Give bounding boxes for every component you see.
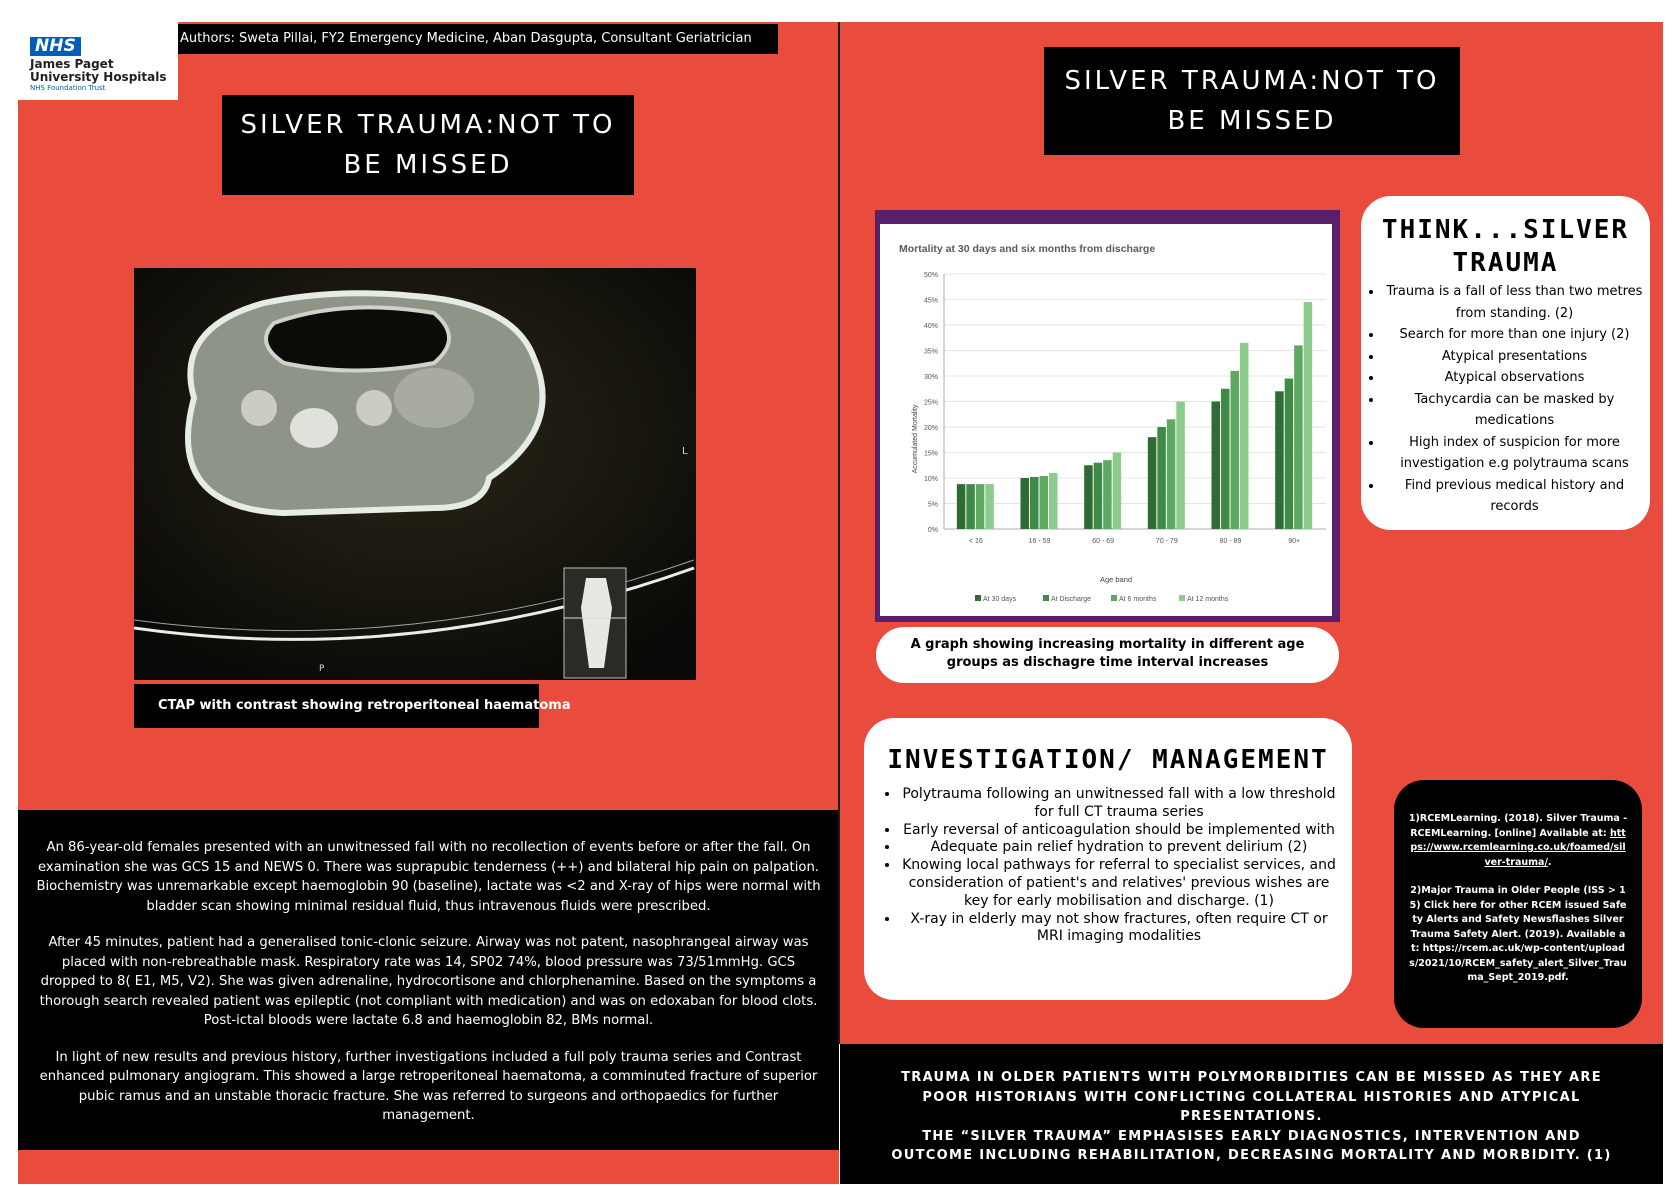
investigation-title: INVESTIGATION/ MANAGEMENT [887, 745, 1329, 775]
right-title [1044, 47, 1460, 155]
think-item: • Atypical observations [1383, 367, 1646, 389]
reference-1 [1408, 812, 1628, 870]
think-title-line-1: THINK...SILVER [1381, 215, 1630, 245]
logo-line-2: University Hospitals [30, 70, 167, 84]
panel-divider [838, 22, 840, 1044]
think-title-line-2: TRAUMA [1452, 248, 1559, 278]
chart-ytick-label: 10% [923, 476, 938, 483]
chart-ytick-label: 50% [923, 272, 938, 279]
story-paragraph-2: After 45 minutes, patient had a generalised tonic-clonic seizure. Airway was not patent, nasophrangeal airway was placed with non-rebreathable mask. Respiratory rate was 14, SP02 74%, blood pressure was 73/51mmHg. GCS dropped to 8( E1, M5, V2). She was given adrenaline, hydrocortisone and chlorphenamine. Based on the symptoms a thorough search revealed patient was epileptic (not compliant with medication) and was on edoxaban for blood clots. Post-ictal bloods were lactate 6.8 and haemoglobin 82, BMs normal. [39, 935, 818, 1028]
chart-bar [1030, 477, 1039, 529]
chart-bar [1221, 389, 1230, 529]
chart-legend-label: At 30 days [983, 596, 1017, 603]
ct-kidney-right [356, 390, 392, 426]
chart-bar [1212, 402, 1221, 530]
left-title-line-1: SILVER TRAUMA:NOT TO [240, 110, 616, 140]
ct-kidney-left [241, 390, 277, 426]
chart-bar [1113, 453, 1122, 530]
think-item: • Tachycardia can be masked by medications [1383, 389, 1646, 432]
ct-scan-image [134, 268, 696, 680]
chart-legend-swatch [1043, 595, 1049, 601]
chart-area [880, 224, 1332, 616]
chart-caption: A graph showing increasing mortality in different age groups as dischagre time interval increases [876, 627, 1339, 683]
chart-ytick-label: 5% [927, 501, 938, 509]
ct-letter-l: L [682, 446, 688, 457]
chart-ytick-label: 0% [927, 527, 938, 534]
chart-frame [875, 210, 1340, 622]
chart-legend-swatch [975, 595, 981, 601]
chart-legend-label: At 12 months [1187, 596, 1229, 603]
chart-bar [1285, 379, 1294, 529]
nhs-logo-badge: NHS [30, 37, 81, 56]
chart-bar [1275, 391, 1284, 529]
ct-caption: CTAP with contrast showing retroperitoneal haematoma [134, 684, 539, 728]
chart-xtick-label: < 16 [968, 538, 983, 545]
ct-bowel-right [394, 368, 474, 428]
chart-bar [985, 484, 994, 529]
investigation-item: • Polytrauma following an unwitnessed fall with a low threshold for full CT trauma series [900, 786, 1338, 822]
ct-bowel-gas [266, 307, 449, 370]
logo-line-3: NHS Foundation Trust [30, 84, 106, 92]
chart-bar [1084, 465, 1093, 529]
chart-legend-swatch [1111, 595, 1117, 601]
chart-ytick-label: 35% [923, 348, 938, 356]
investigation-list [878, 786, 1338, 946]
chart-ytick-label: 20% [923, 425, 938, 432]
authors-bar: Authors: Sweta Pillai, FY2 Emergency Medicine, Aban Dasgupta, Consultant Geriatrician [178, 24, 778, 54]
investigation-card [864, 718, 1352, 1000]
think-silver-trauma-card [1361, 196, 1650, 530]
reference-1-text: 1)RCEMLearning. (2018). Silver Trauma - RCEMLearning. [online] Available at: [1408, 813, 1628, 839]
think-list [1365, 281, 1646, 518]
chart-ytick-label: 40% [923, 323, 938, 330]
chart-bar [957, 484, 966, 529]
chart-bar [1021, 478, 1030, 529]
mortality-chart [880, 224, 1332, 616]
think-item: • Find previous medical history and records [1383, 475, 1646, 518]
hospital-logo [18, 22, 178, 100]
story-paragraph-1: An 86-year-old females presented with an unwitnessed fall with no recollection of events before or after the fall. On examination she was GCS 15 and NEWS 0. There was suprapubic tenderness (++) and bilateral hip pain on palpation. Biochemistry was unremarkable except haemoglobin 90 (baseline), lactate was <2 and X-ray of hips were normal with bladder scan showing minimal residual fluid, thus intravenous fluids were prescribed. [36, 840, 821, 914]
case-story [18, 810, 839, 1150]
chart-bar [1157, 427, 1166, 529]
think-item: • Atypical presentations [1383, 346, 1646, 368]
investigation-item: • Adequate pain relief hydration to prevent delirium (2) [900, 839, 1338, 857]
ct-spine [290, 408, 338, 448]
investigation-item: • Early reversal of anticoagulation should be implemented with [900, 822, 1338, 840]
chart-bar [1176, 402, 1185, 530]
chart-bar [1231, 371, 1240, 529]
think-item: • High index of suspicion for more investigation e.g polytrauma scans [1383, 432, 1646, 475]
left-title-line-2: BE MISSED [343, 150, 513, 180]
chart-title: Mortality at 30 days and six months from discharge [899, 243, 1156, 255]
chart-legend-label: At 6 months [1119, 596, 1157, 603]
investigation-item: • X-ray in elderly may not show fractures, often require CT or MRI imaging modalities [900, 911, 1338, 947]
chart-xtick-label: 90+ [1288, 538, 1301, 545]
ct-scan-drawing [134, 268, 696, 680]
left-title [222, 95, 634, 195]
chart-bar [966, 484, 975, 529]
chart-ytick-label: 45% [923, 297, 938, 305]
chart-bar [1094, 463, 1103, 529]
think-item: • Search for more than one injury (2) [1383, 324, 1646, 346]
right-title-line-1: SILVER TRAUMA:NOT TO [1064, 66, 1440, 96]
chart-ytick-label: 25% [923, 399, 938, 407]
chart-bar [1103, 460, 1112, 529]
logo-line-1: James Paget [30, 57, 114, 71]
chart-xtick-label: 60 - 69 [1092, 538, 1115, 545]
conclusion-line-1: TRAUMA IN OLDER PATIENTS WITH POLYMORBIDITIES CAN BE MISSED AS THEY ARE POOR HISTORIANS WITH CONFLICTING COLLATERAL HISTORIES AND ATYPICAL PRESENTATIONS. [901, 1070, 1602, 1124]
conclusion-bar [840, 1044, 1663, 1184]
reference-2: 2)Major Trauma in Older People (ISS > 15) Click here for other RCEM issued Safety Alerts and Safety Newsflashes Silver Trauma Safety Alert. (2019). Available at: https://rcem.ac.uk/wp-content/uploads/2021/10/RCEM_safety_alert_Silver_Trauma_Sept_2019.pdf. [1409, 885, 1627, 983]
chart-xtick-label: 16 - 59 [1028, 538, 1051, 545]
chart-legend-swatch [1179, 595, 1185, 601]
chart-bar [1167, 419, 1176, 529]
reference-1-end: . [1547, 856, 1552, 868]
chart-bar [1240, 343, 1249, 529]
references-card [1394, 780, 1642, 1028]
chart-ytick-label: 15% [923, 450, 938, 458]
ct-letter-p: P [319, 664, 325, 674]
chart-bar [1304, 302, 1313, 529]
right-title-line-2: BE MISSED [1167, 106, 1337, 136]
story-paragraph-3: In light of new results and previous history, further investigations included a full poly trauma series and Contrast enhanced pulmonary angiogram. This showed a large retroperitoneal haematoma, a comminuted fracture of superior pubic ramus and an unstable thoracic fracture. She was referred to surgeons and orthopaedics for further management. [39, 1049, 818, 1123]
chart-xlabel: Age band [1099, 575, 1133, 584]
conclusion-line-2: THE “SILVER TRAUMA” EMPHASISES EARLY DIAGNOSTICS, INTERVENTION AND OUTCOME INCLUDING REHABILITATION, DECREASING MORTALITY AND MORBIDITY. (1) [891, 1128, 1612, 1163]
investigation-item: • Knowing local pathways for referral to specialist services, and consideration of patient's and relatives' previous wishes are key for early mobilisation and discharge. (1) [900, 857, 1338, 910]
chart-ylabel: Accumulated Mortality [912, 404, 919, 474]
reference-1-link[interactable]: https://www.rcemlearning.co.uk/foamed/silver-trauma/ [1410, 827, 1626, 868]
chart-xtick-label: 70 - 79 [1155, 538, 1178, 545]
think-item: • Trauma is a fall of less than two metres from standing. (2) [1383, 281, 1646, 324]
chart-xtick-label: 80 - 89 [1219, 538, 1242, 545]
chart-bar [976, 484, 985, 529]
chart-ytick-label: 30% [923, 374, 938, 381]
chart-bar [1148, 437, 1157, 529]
chart-legend-label: At Discharge [1051, 596, 1092, 603]
chart-bar [1040, 476, 1049, 529]
chart-bar [1294, 345, 1303, 529]
chart-bar [1049, 473, 1058, 529]
